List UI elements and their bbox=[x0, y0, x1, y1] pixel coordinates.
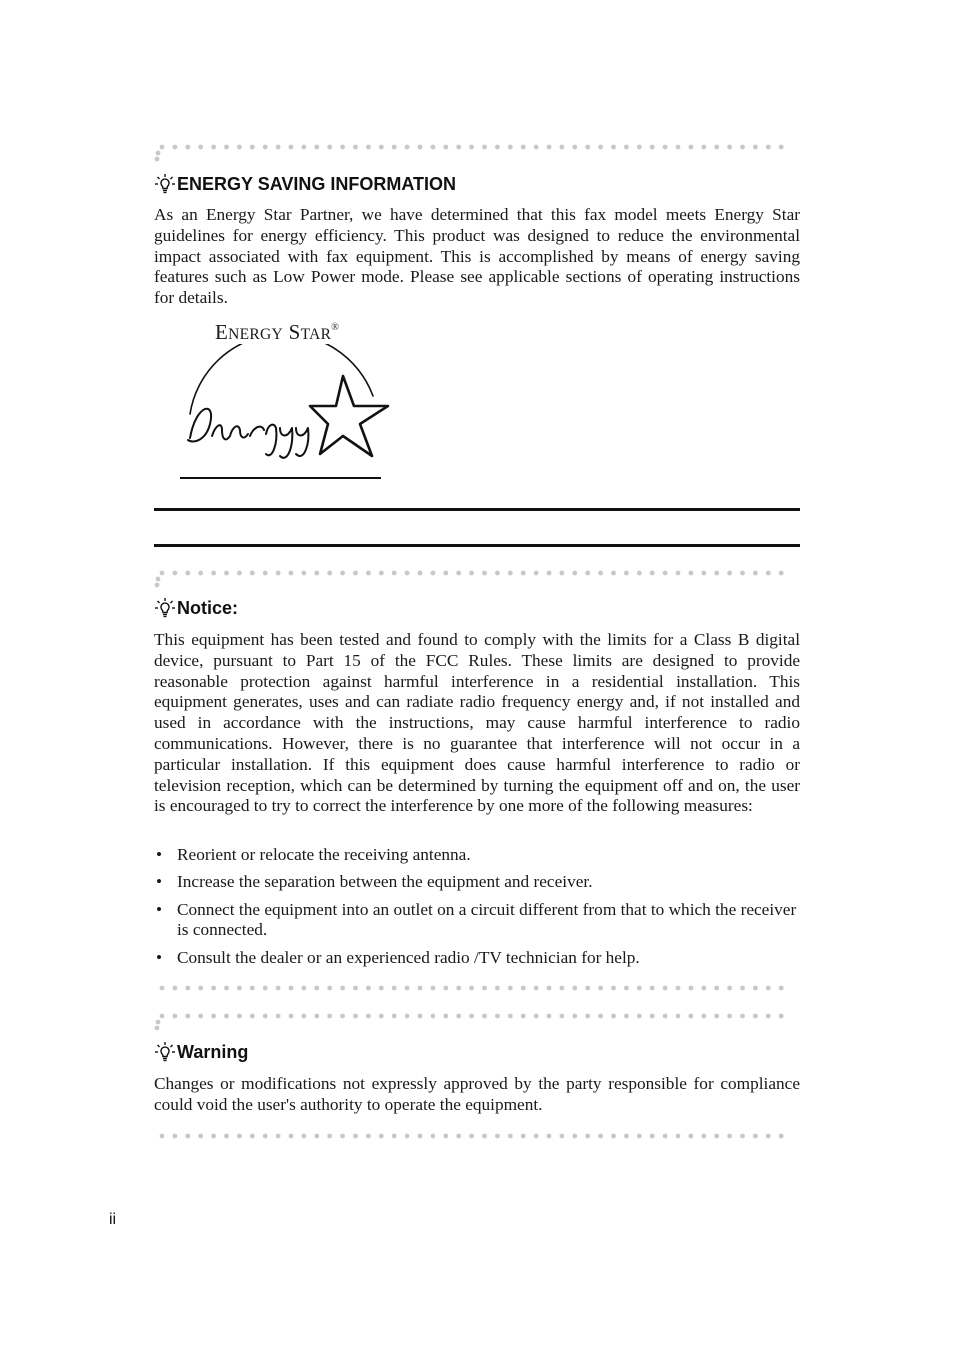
warning-heading-text: Warning bbox=[177, 1041, 249, 1062]
section-rule-2 bbox=[154, 544, 800, 547]
notice-heading bbox=[154, 597, 238, 619]
energy-star-caption bbox=[215, 320, 339, 345]
energy-star-logo bbox=[176, 344, 396, 484]
energy-body: As an Energy Star Partner, we have determined that this fax model meets Energy Star guidelines for energy efficiency. This product was designed to reduce the environmental impact associated with fax equipment. This is accomplished by means of energy saving features such as Low Power mode. Please see applicable sections of operating instructions for details. bbox=[154, 205, 800, 308]
notice-body: This equipment has been tested and found to comply with the limits for a Class B digital device, pursuant to Part 15 of the FCC Rules. These limits are designed to provide reasonable protection against harmful interference in a residential installation. This equipment generates, uses and can radiate radio frequency energy and, if not installed and used in accordance with the instructions, may cause harmful interference to radio communications. However, there is no guarantee that interference will not occur in a particular installation. If this equipment does cause harmful interference to radio or television reception, which can be determined by turning the equipment off and on, the user is encouraged to try to correct the interference by one more of the following measures: bbox=[154, 630, 800, 816]
section-rule-1 bbox=[154, 508, 800, 511]
warning-heading bbox=[154, 1041, 248, 1063]
notice-bullet-list bbox=[154, 845, 800, 975]
bullet-glyph: • bbox=[156, 899, 163, 919]
list-item-text: Consult the dealer or an experienced radio /TV technician for help. bbox=[177, 947, 640, 967]
energy-heading bbox=[154, 173, 456, 195]
list-item bbox=[154, 845, 800, 866]
list-item-text: Increase the separation between the equipment and receiver. bbox=[177, 872, 593, 892]
warning-body: Changes or modifications not expressly approved by the party responsible for compliance could void the user's authority to operate the equipment. bbox=[154, 1074, 800, 1114]
bullet-glyph: • bbox=[156, 947, 163, 967]
bullet-glyph: • bbox=[156, 872, 163, 892]
dotted-divider-bottom-warning bbox=[154, 1129, 800, 1143]
list-item bbox=[154, 948, 800, 969]
notice-heading-text: Notice: bbox=[177, 597, 239, 618]
dotted-divider-top-warning bbox=[154, 1009, 800, 1033]
energy-heading-text: ENERGY SAVING INFORMATION bbox=[177, 173, 457, 194]
lightbulb-icon bbox=[154, 173, 176, 195]
list-item-text: Reorient or relocate the receiving antenna. bbox=[177, 845, 471, 864]
bullet-glyph: • bbox=[156, 845, 163, 864]
caption-registered-mark: ® bbox=[331, 322, 340, 333]
caption-s-initial: S bbox=[288, 320, 301, 344]
caption-e-initial: E bbox=[215, 320, 229, 344]
dotted-divider-top-notice bbox=[154, 566, 800, 590]
dotted-divider-top-energy bbox=[154, 140, 800, 164]
caption-e-rest: NERGY bbox=[228, 326, 284, 343]
list-item bbox=[154, 872, 800, 893]
dotted-divider-bottom-notice bbox=[154, 981, 800, 995]
caption-s-rest: TAR bbox=[300, 326, 332, 343]
page-number: ii bbox=[109, 1211, 117, 1228]
lightbulb-icon bbox=[154, 597, 176, 619]
list-item bbox=[154, 900, 800, 942]
lightbulb-icon bbox=[154, 1041, 176, 1063]
list-item-text: Connect the equipment into an outlet on a circuit different from that to which the receiver is connected. bbox=[177, 899, 797, 940]
